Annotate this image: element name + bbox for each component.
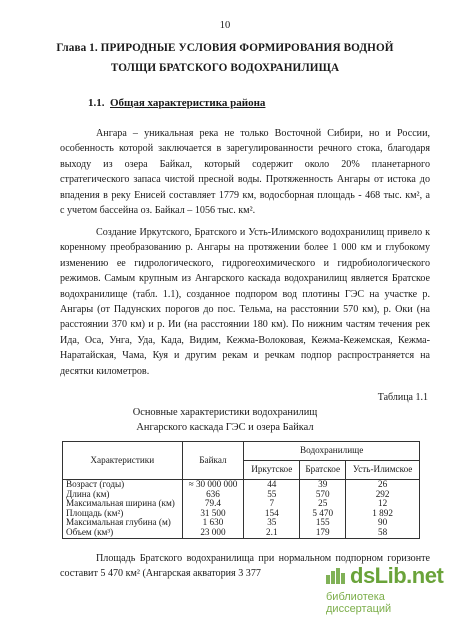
paragraph-line: Ида, Оса, Унга, Уда, Када, Видим, Кежма-Волоковая, Кежма-Кежемская, Кежма-: [60, 334, 430, 346]
watermark-brand: dsLib.net: [350, 563, 444, 588]
cell-ust-ilim: 12: [346, 499, 420, 509]
paragraph-reservoirs: [60, 225, 430, 379]
table-row: [63, 480, 420, 490]
cell-bratsk: 570: [300, 490, 346, 500]
paragraph-ангара-intro: [60, 126, 430, 218]
row-name: Возраст (годы): [63, 480, 183, 490]
row-name: Максимальная ширина (км): [63, 499, 183, 509]
chapter-title-line1: Глава 1. ПРИРОДНЫЕ УСЛОВИЯ ФОРМИРОВАНИЯ ВОДНОЙ: [56, 42, 394, 54]
paragraph-line: составит 5 470 км² (Ангарская акватория 3 377: [60, 568, 261, 580]
cell-bratsk: 25: [300, 499, 346, 509]
cell-baikal: ≈ 30 000 000: [182, 480, 244, 490]
paragraph-line: Площадь Братского водохранилища при нормальном подпорном горизонте: [96, 553, 430, 564]
cell-irkutsk: 2.1: [244, 528, 300, 538]
paragraph-line: режимов. Самым крупным из Ангарского каскада водохранилищ является Братское: [60, 273, 430, 285]
cell-ust-ilim: 26: [346, 480, 420, 490]
cell-irkutsk: 154: [244, 509, 300, 519]
paragraph-line: Наратайская, Чама, Куя и другим рекам и речкам подпор распространяется на: [60, 350, 430, 362]
chapter-title-line2: ТОЛЩИ БРАТСКОГО ВОДОХРАНИЛИЩА: [110, 62, 340, 74]
paragraph-line: Создание Иркутского, Братского и Усть-Илимского водохранилищ привело к: [96, 227, 430, 238]
row-name: Максимальная глубина (м): [63, 518, 183, 528]
paragraph-line: коренному преобразованию р. Ангары на протяжении более 1 000 км и глубокому: [60, 242, 430, 254]
paragraph-line: стратегического запаса чистой пресной воды. Протяженность Ангары от истока до: [60, 174, 430, 186]
paragraph-line: расстоянии 370 км) и р. Ии (на расстоянии 180 км). По нижним частям течения рек: [60, 319, 430, 331]
header-reservoir-group: Водохранилище: [244, 442, 420, 461]
paragraph-line: десятки километров.: [60, 365, 150, 377]
table-row: [63, 528, 420, 538]
paragraph-line: особенность которой заключается в зарегулированности речного стока, благодаря: [60, 143, 430, 155]
cell-baikal: 23 000: [182, 528, 244, 538]
paragraph-line: изменению ее гидрологического, гидрогеохимического и гидробиологического: [60, 257, 430, 269]
section-title: Общая характеристика района: [110, 97, 266, 109]
header-ust-ilim: Усть-Илимское: [346, 461, 420, 480]
paragraph-line: с учетом бассейна оз. Байкал – 1056 тыс. км².: [60, 204, 256, 216]
table-row: [63, 518, 420, 528]
header-baikal: Байкал: [182, 442, 244, 480]
cell-bratsk: 39: [300, 480, 346, 490]
section-number: 1.1.: [88, 97, 105, 109]
header-characteristics: Характеристики: [63, 442, 183, 480]
paragraph-line: Ангара – уникальная река не только Восточной Сибири, но и России,: [96, 128, 430, 139]
cell-bratsk: 5 470: [300, 509, 346, 519]
table-label: Таблица 1.1: [377, 392, 428, 403]
paragraph-line: выходу из озера Байкал, который содержит около 20% планетарного: [60, 158, 430, 170]
paragraph-line: Ангары (от Падунских порогов до пос. Тельма, на расстоянии 570 км), р. Оки (на: [60, 303, 430, 315]
cell-ust-ilim: 58: [346, 528, 420, 538]
dslib-logo-icon: [325, 566, 347, 586]
header-irkutsk: Иркутское: [244, 461, 300, 480]
cell-baikal: 636: [182, 490, 244, 500]
watermark-subtitle: библиотека диссертаций: [326, 591, 392, 615]
paragraph-line: впадения в реку Енисей составляет 1779 км, водосборная площадь - 468 тыс. км², а: [60, 189, 430, 201]
cell-ust-ilim: 292: [346, 490, 420, 500]
cell-irkutsk: 35: [244, 518, 300, 528]
cell-irkutsk: 44: [244, 480, 300, 490]
cell-ust-ilim: 90: [346, 518, 420, 528]
row-name: Объем (км³): [63, 528, 183, 538]
cell-baikal: 1 630: [182, 518, 244, 528]
cell-baikal: 31 500: [182, 509, 244, 519]
table-caption-line1: Основные характеристики водохранилищ: [132, 407, 318, 418]
page-number: 10: [219, 20, 231, 31]
cell-irkutsk: 55: [244, 490, 300, 500]
table-caption-line2: Ангарского каскада ГЭС и озера Байкал: [136, 422, 314, 433]
cell-bratsk: 155: [300, 518, 346, 528]
cell-bratsk: 179: [300, 528, 346, 538]
row-name: Длина (км): [63, 490, 183, 500]
paragraph-line: водохранилище (табл. 1.1), созданное подпором вод плотины ГЭС на участке р.: [60, 288, 430, 300]
section-heading: [88, 97, 388, 111]
reservoir-characteristics-table: [62, 441, 420, 539]
cell-ust-ilim: 1 892: [346, 509, 420, 519]
row-name: Площадь (км²): [63, 509, 183, 519]
header-bratsk: Братское: [300, 461, 346, 480]
cell-baikal: 79.4: [182, 499, 244, 509]
cell-irkutsk: 7: [244, 499, 300, 509]
